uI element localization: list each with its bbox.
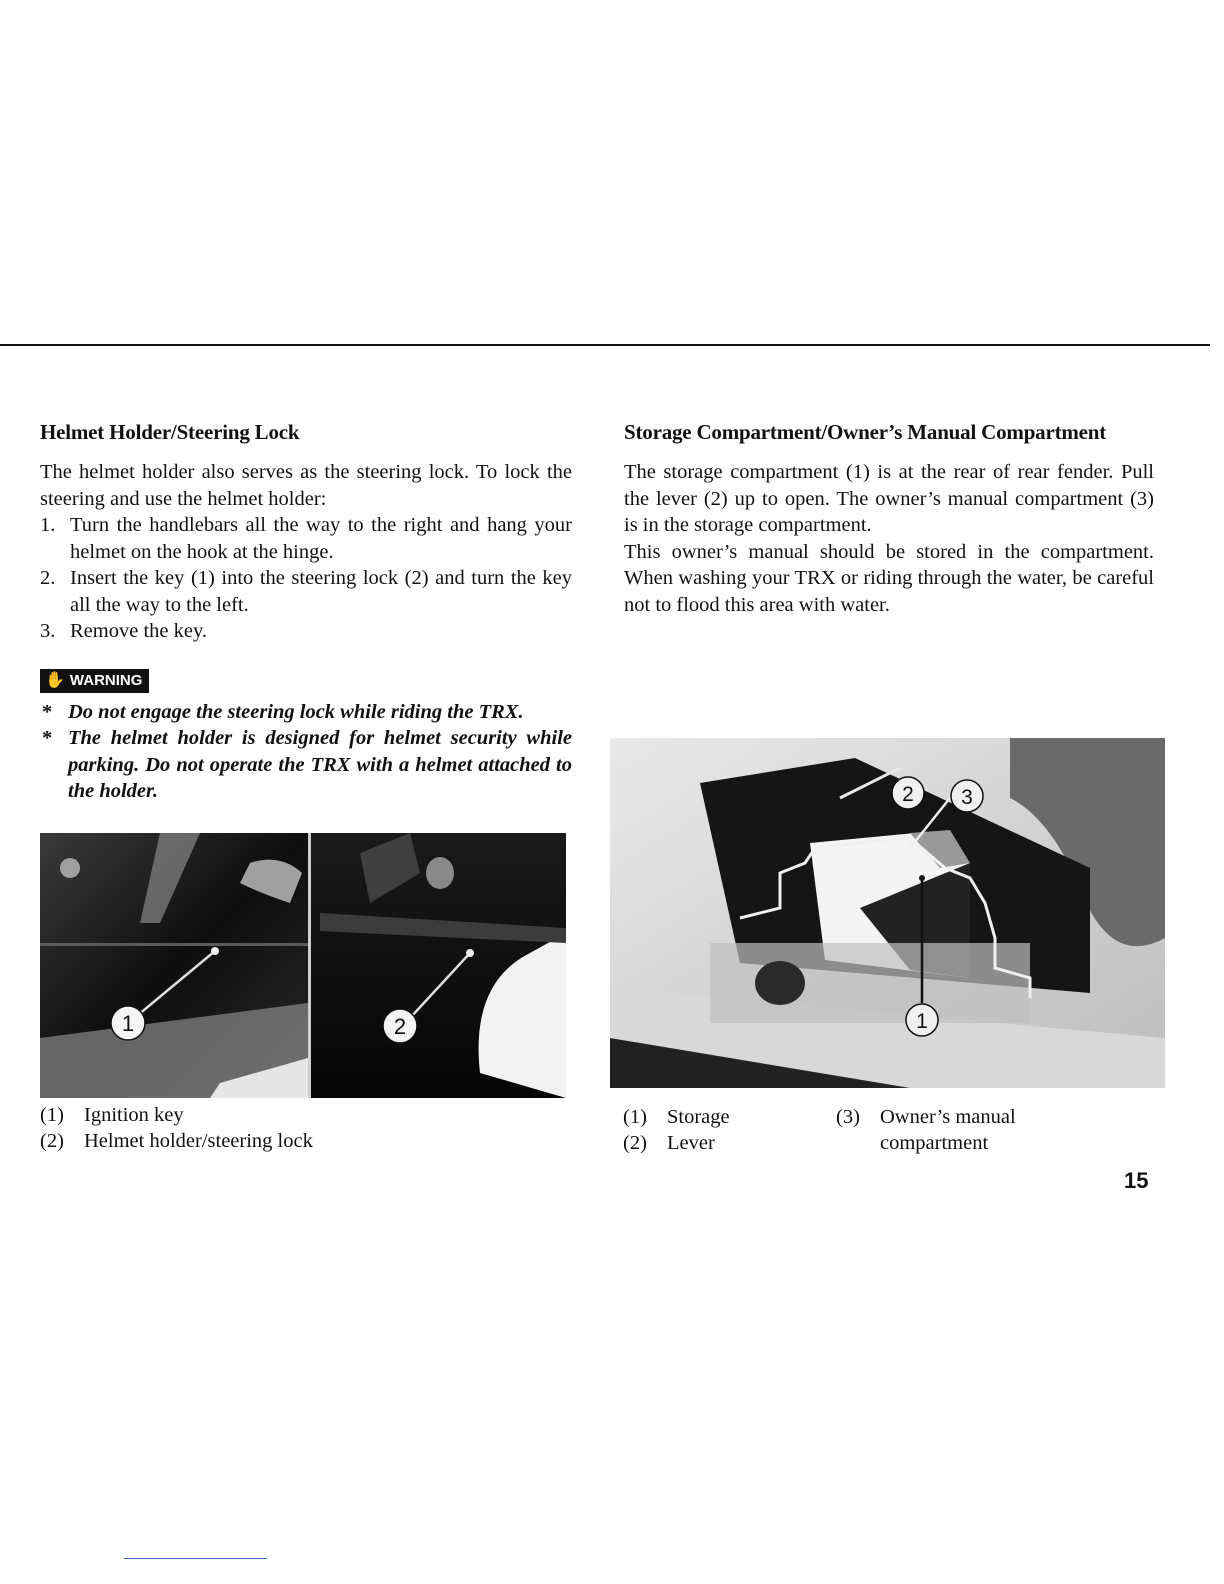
callout-2-label: 2 [902, 783, 914, 806]
list-item: 1. Turn the handlebars all the way to the right and hang your helmet on the hook at the hinge. [40, 514, 572, 563]
warning-list [40, 699, 572, 805]
storage-paragraph-2: This owner’s manual should be stored in the compartment. When washing your TRX or riding through the water, be careful not to flood this area with water. [624, 540, 1154, 616]
caption-row: (1) Storage [623, 1106, 730, 1128]
list-item: 2. Insert the key (1) into the steering lock (2) and turn the key all the way to the left. [40, 567, 572, 616]
warning-item: * The helmet holder is designed for helmet security while parking. Do not operate the TRX with a helmet attached to the holder. [42, 727, 572, 802]
right-captions-col1 [623, 1104, 730, 1156]
hand-icon: ✋ [45, 671, 65, 689]
callout-1-marker [111, 1006, 145, 1040]
callout-2-marker [383, 1009, 417, 1043]
callout-1-label: 1 [121, 1011, 135, 1036]
callout-2-label: 2 [393, 1014, 407, 1039]
top-rule [0, 344, 1210, 346]
bottom-rule [124, 1558, 267, 1559]
steps-list [40, 512, 572, 645]
right-captions-col2 [836, 1104, 1050, 1156]
caption-row: (2) Lever [623, 1132, 715, 1154]
steering-lock-photo [40, 833, 566, 1098]
warning-badge [40, 669, 149, 693]
caption-row: (3) Owner’s manual compartment [836, 1106, 1016, 1154]
caption-row: (2) Helmet holder/steering lock [40, 1130, 313, 1152]
callout-2-marker [892, 777, 924, 809]
left-captions [40, 1102, 313, 1154]
warning-label: WARNING [69, 672, 143, 689]
helmet-holder-heading: Helmet Holder/Steering Lock [40, 420, 300, 444]
left-column [40, 420, 572, 805]
storage-paragraph-1: The storage compartment (1) is at the rear of rear fender. Pull the lever (2) up to open. The owner’s manual compartment (3) is in the storage compartment. [624, 461, 1154, 536]
helmet-holder-intro: The helmet holder also serves as the steering lock. To lock the steering and use the helmet holder: [40, 461, 572, 510]
callout-3-label: 3 [961, 786, 973, 809]
callout-3-marker [951, 780, 983, 812]
list-item: 3. Remove the key. [40, 620, 208, 642]
callout-1-label: 1 [916, 1010, 928, 1033]
caption-row: (1) Ignition key [40, 1104, 184, 1126]
page-number: 15 [1124, 1168, 1149, 1193]
callout-1-marker [906, 1004, 938, 1036]
storage-heading: Storage Compartment/Owner’s Manual Compartment [624, 420, 1107, 444]
storage-compartment-photo [610, 738, 1165, 1088]
warning-item: * Do not engage the steering lock while riding the TRX. [42, 700, 524, 723]
right-column [624, 420, 1154, 618]
